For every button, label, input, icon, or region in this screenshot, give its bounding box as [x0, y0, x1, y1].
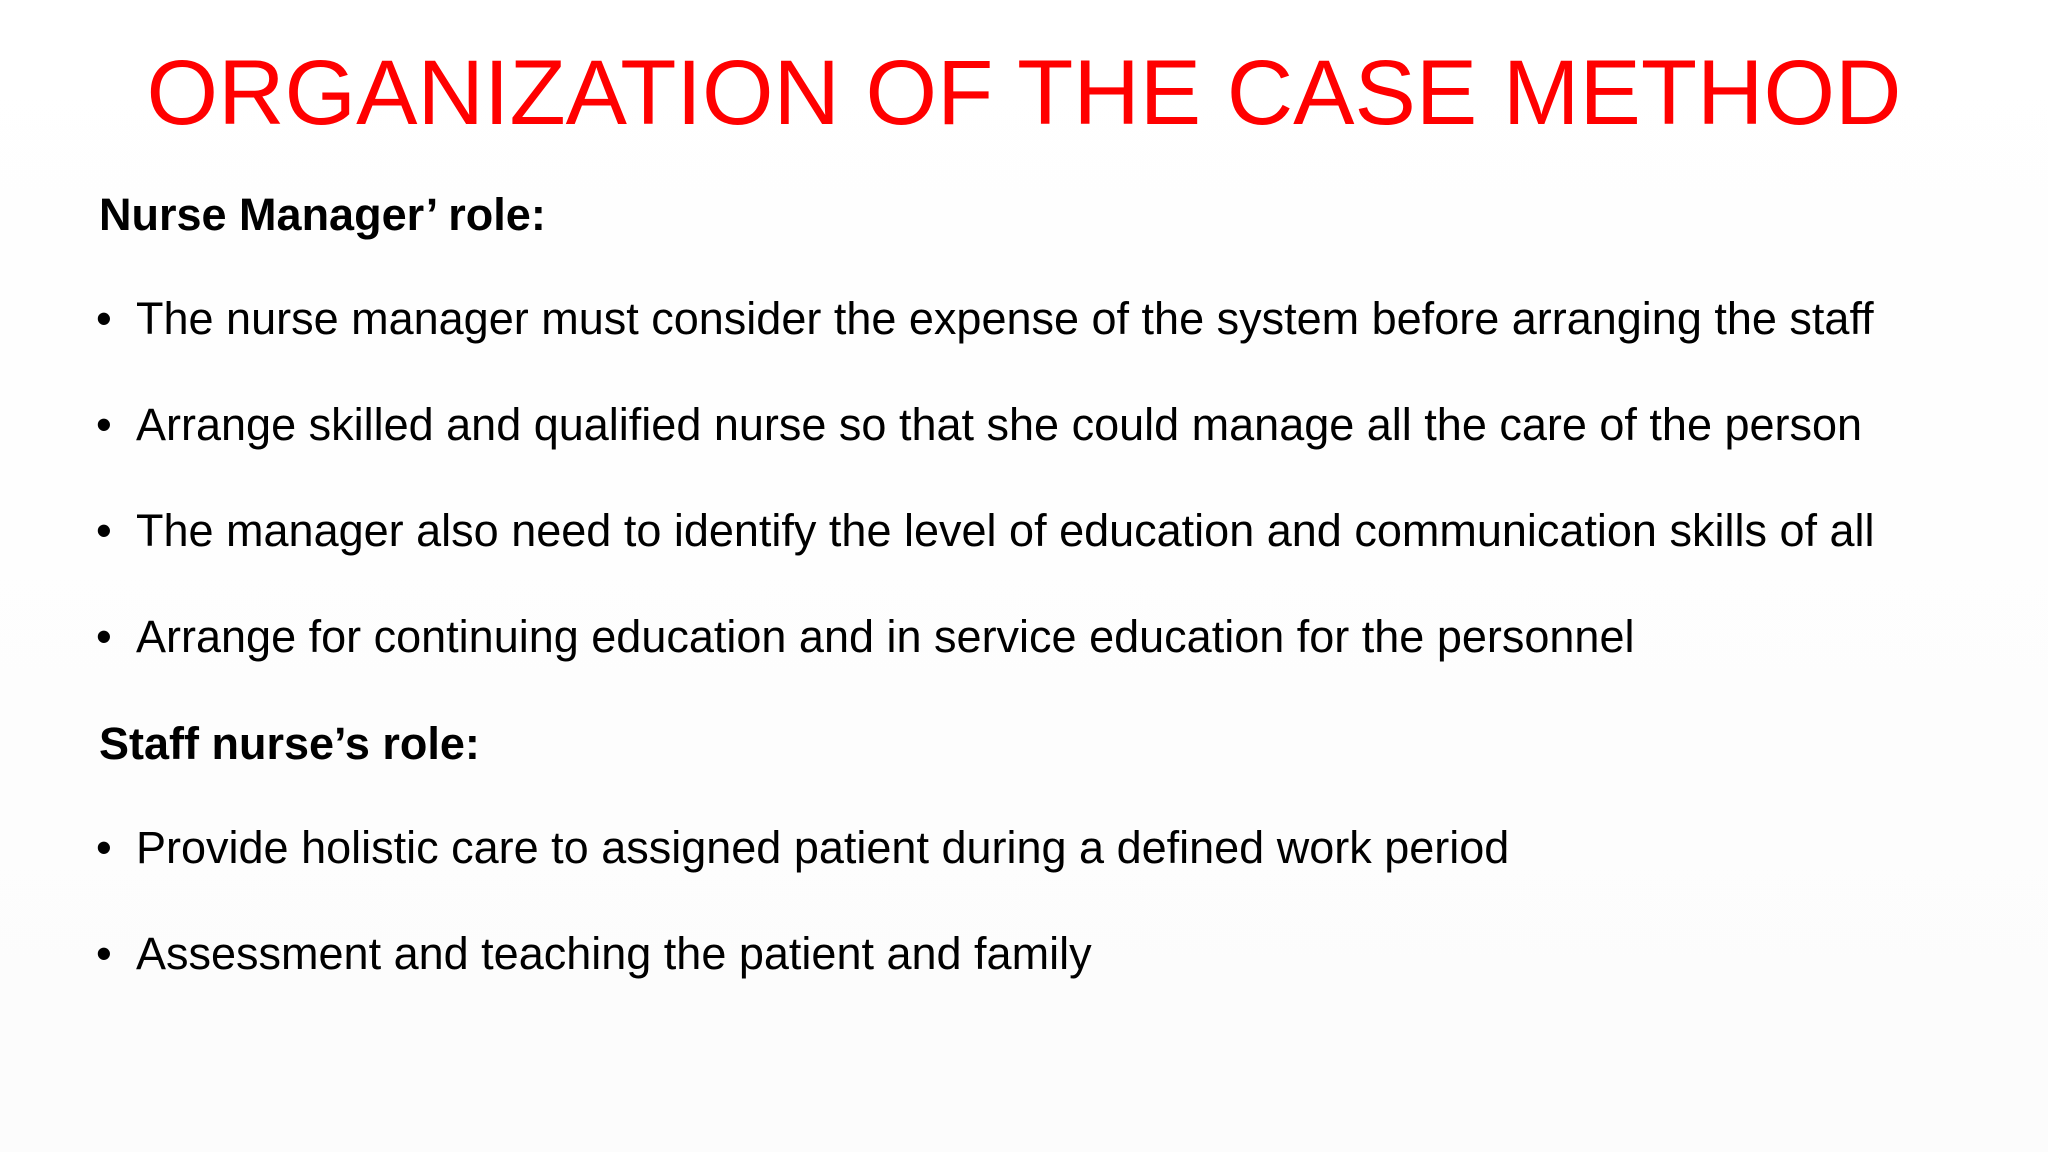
list-item — [96, 820, 1509, 876]
list-item-text: The manager also need to identify the level of education and communication skills of all — [136, 505, 1875, 556]
list-item-text: Arrange for continuing education and in service education for the personnel — [136, 611, 1635, 662]
section-heading-staff-nurse: Staff nurse’s role: — [99, 718, 480, 769]
list-item-text: Arrange skilled and qualified nurse so that she could manage all the care of the person — [136, 399, 1863, 450]
list-item — [96, 609, 1634, 665]
list-item-text: Provide holistic care to assigned patient during a defined work period — [136, 822, 1510, 873]
section-heading-nurse-manager: Nurse Manager’ role: — [99, 189, 546, 240]
list-item — [96, 926, 1092, 982]
list-item-text: The nurse manager must consider the expense of the system before arranging the staff — [136, 293, 1874, 344]
list-item — [96, 503, 1875, 559]
bullet-icon: • — [96, 611, 112, 662]
bullet-icon: • — [96, 399, 112, 450]
bullet-icon: • — [96, 505, 112, 556]
list-item-text: Assessment and teaching the patient and family — [136, 928, 1092, 979]
list-item — [96, 291, 1874, 347]
slide-title: ORGANIZATION OF THE CASE METHOD — [146, 42, 1902, 144]
bullet-icon: • — [96, 293, 112, 344]
bullet-icon: • — [96, 822, 112, 873]
bullet-icon: • — [96, 928, 112, 979]
list-item — [96, 397, 1862, 453]
